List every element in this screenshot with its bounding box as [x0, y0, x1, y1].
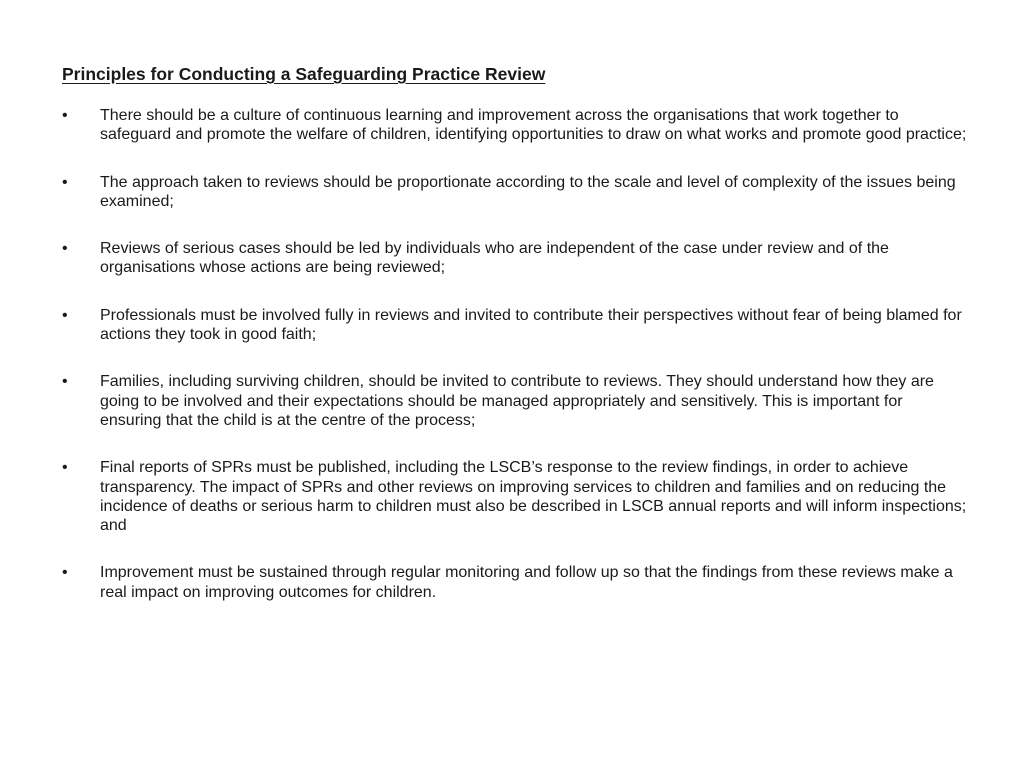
bullet-item [62, 458, 967, 535]
slide-title: Principles for Conducting a Safeguarding Practice Review [62, 64, 546, 84]
bullet-icon: • [62, 173, 68, 191]
bullet-item [62, 173, 967, 212]
bullet-item [62, 239, 967, 278]
bullet-text: Families, including surviving children, should be invited to contribute to reviews. They should understand how they are going to be involved and their expectations should be managed appropriately and sensitively. This is important for ensuring that the child is at the centre of the process; [100, 373, 934, 429]
bullet-icon: • [62, 564, 68, 582]
bullet-item [62, 106, 967, 145]
bullet-text: Reviews of serious cases should be led by individuals who are independent of the case under review and of the organisations whose actions are being reviewed; [100, 240, 889, 277]
bullet-text: There should be a culture of continuous learning and improvement across the organisations that work together to safeguard and promote the welfare of children, identifying opportunities to draw on what works and promote good practice; [100, 107, 967, 144]
bullet-icon: • [62, 240, 68, 258]
bullet-icon: • [62, 373, 68, 391]
bullet-icon: • [62, 107, 68, 124]
bullet-text: The approach taken to reviews should be proportionate according to the scale and level of complexity of the issues being examined; [100, 173, 956, 210]
bullet-item [62, 372, 967, 430]
bullet-item [62, 306, 967, 345]
bullet-text: Improvement must be sustained through regular monitoring and follow up so that the findings from these reviews make a real impact on improving outcomes for children. [100, 564, 953, 601]
bullet-text: Professionals must be involved fully in reviews and invited to contribute their perspectives without fear of being blamed for actions they took in good faith; [100, 306, 962, 344]
bullet-icon: • [62, 459, 68, 477]
bullet-list [62, 106, 967, 602]
bullet-icon: • [62, 306, 68, 324]
bullet-item [62, 563, 967, 602]
bullet-text: Final reports of SPRs must be published, including the LSCB’s response to the review findings, in order to achieve transparency. The impact of SPRs and other reviews on improving services to children and families and on reducing the incidence of deaths or serious harm to children must also be described in LSCB annual reports and will inform inspections; and [100, 459, 967, 535]
